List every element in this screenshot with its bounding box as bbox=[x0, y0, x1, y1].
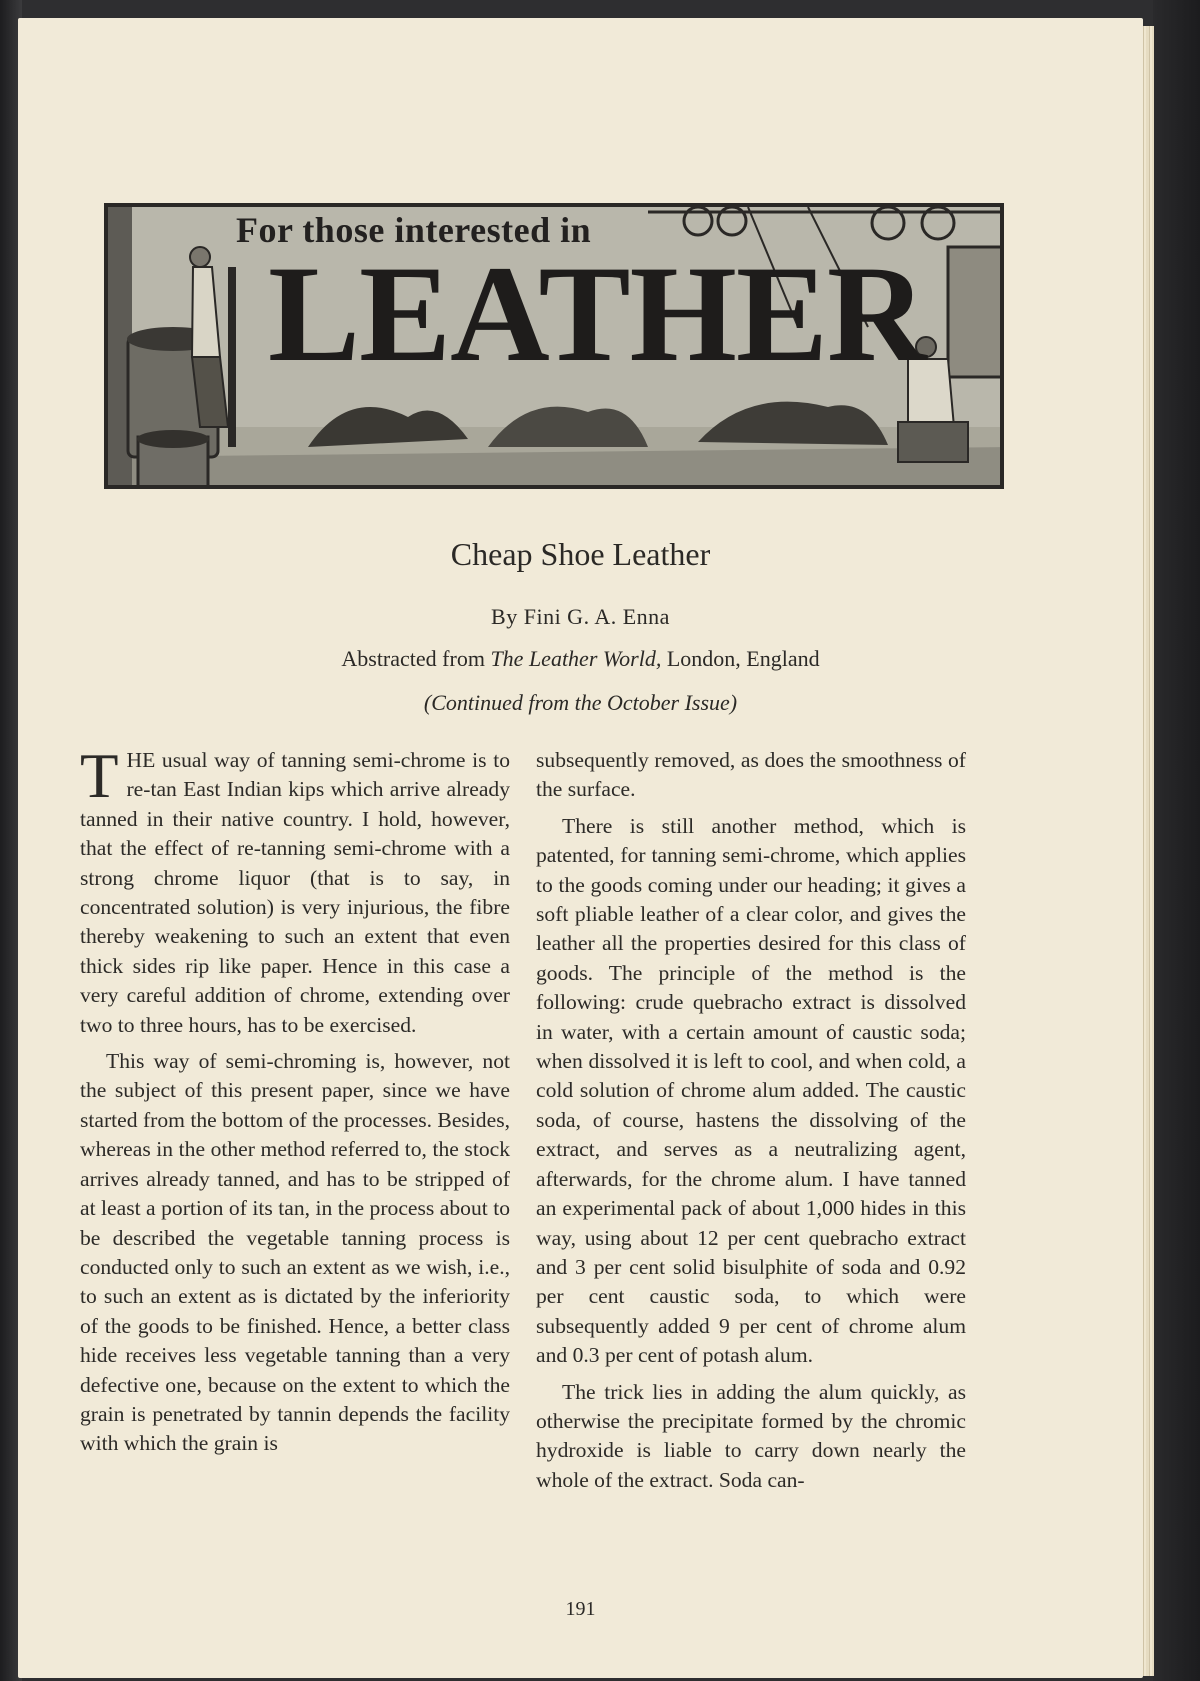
paragraph-1-text: HE usual way of tanning semi-chrome is to re-tan East Indian kips which arrive already tanned in their native country. I hold, however, that the effect of re-tanning semi-chrome with a strong chrome liquor (that is to say, in concentrated solution) is very injurious, the fibre thereby weakening to such an extent that even thick sides rip like paper. Hence in this case a very careful addition of chrome, extending over two to three hours, has to be exercised. bbox=[80, 748, 510, 1037]
paragraph-1 bbox=[80, 741, 510, 1040]
source-publication: The Leather World, bbox=[490, 646, 662, 671]
article-byline: By Fini G. A. Enna bbox=[491, 604, 670, 629]
right-column bbox=[536, 746, 966, 1495]
left-column bbox=[80, 741, 510, 1459]
book-cover-board bbox=[1153, 0, 1200, 1681]
paragraph-5: The trick lies in adding the alum quickly, as otherwise the precipitate formed by the chromic hydroxide is liable to carry down nearly the whole of the extract. Soda can- bbox=[536, 1379, 966, 1492]
continued-note: (Continued from the October Issue) bbox=[423, 690, 738, 715]
article-source bbox=[18, 646, 1143, 672]
source-location: London, England bbox=[661, 646, 820, 671]
magazine-page bbox=[18, 18, 1143, 1678]
paragraph-4: There is still another method, which is patented, for tanning semi-chrome, which applies to the goods coming under our heading; it gives a soft pliable leather of a clear color, and gives the leather all the properties desired for this class of goods. The principle of the method is the following: crude quebracho extract is dissolved in water, with a certain amount of caustic soda; when dissolved it is left to cool, and when cold, a cold solution of chrome alum added. The caustic soda, of course, hastens the dissolving of the extract, and serves as a neutralizing agent, afterwards, for the chrome alum. I have tanned an experimental pack of about 1,000 hides in this way, using about 12 per cent quebracho extract and 3 per cent solid bisulphite of soda and 0.92 per cent caustic soda, to which were subsequently added 9 per cent of chrome alum and 0.3 per cent of potash alum. bbox=[536, 813, 966, 1368]
banner-tagline: For those interested in bbox=[236, 210, 592, 250]
article-title: Cheap Shoe Leather bbox=[450, 536, 711, 572]
drop-cap: T bbox=[80, 741, 119, 811]
leather-banner-illustration bbox=[104, 203, 1004, 489]
paragraph-2: This way of semi-chroming is, however, not the subject of this present paper, since we have started from the bottom of the processes. Besides, whereas in the other method referred to, the stock arrives already tanned, and has to be stripped of at least a portion of its tan, in the process about to be described the vegetable tanning process is conducted only to such an extent as we wish, i.e., to such an extent as is dictated by the inferiority of the goods to be finished. Hence, a better class hide receives less vegetable tanning than a very defective one, because on the extent to which the grain is penetrated by tannin depends the facility with which the grain is bbox=[80, 1049, 510, 1456]
banner-title: LEATHER bbox=[268, 237, 926, 390]
paragraph-3: subsequently removed, as does the smoothness of the surface. bbox=[536, 748, 966, 802]
source-prefix: Abstracted from bbox=[341, 646, 491, 671]
page-number: 191 bbox=[565, 1598, 596, 1620]
